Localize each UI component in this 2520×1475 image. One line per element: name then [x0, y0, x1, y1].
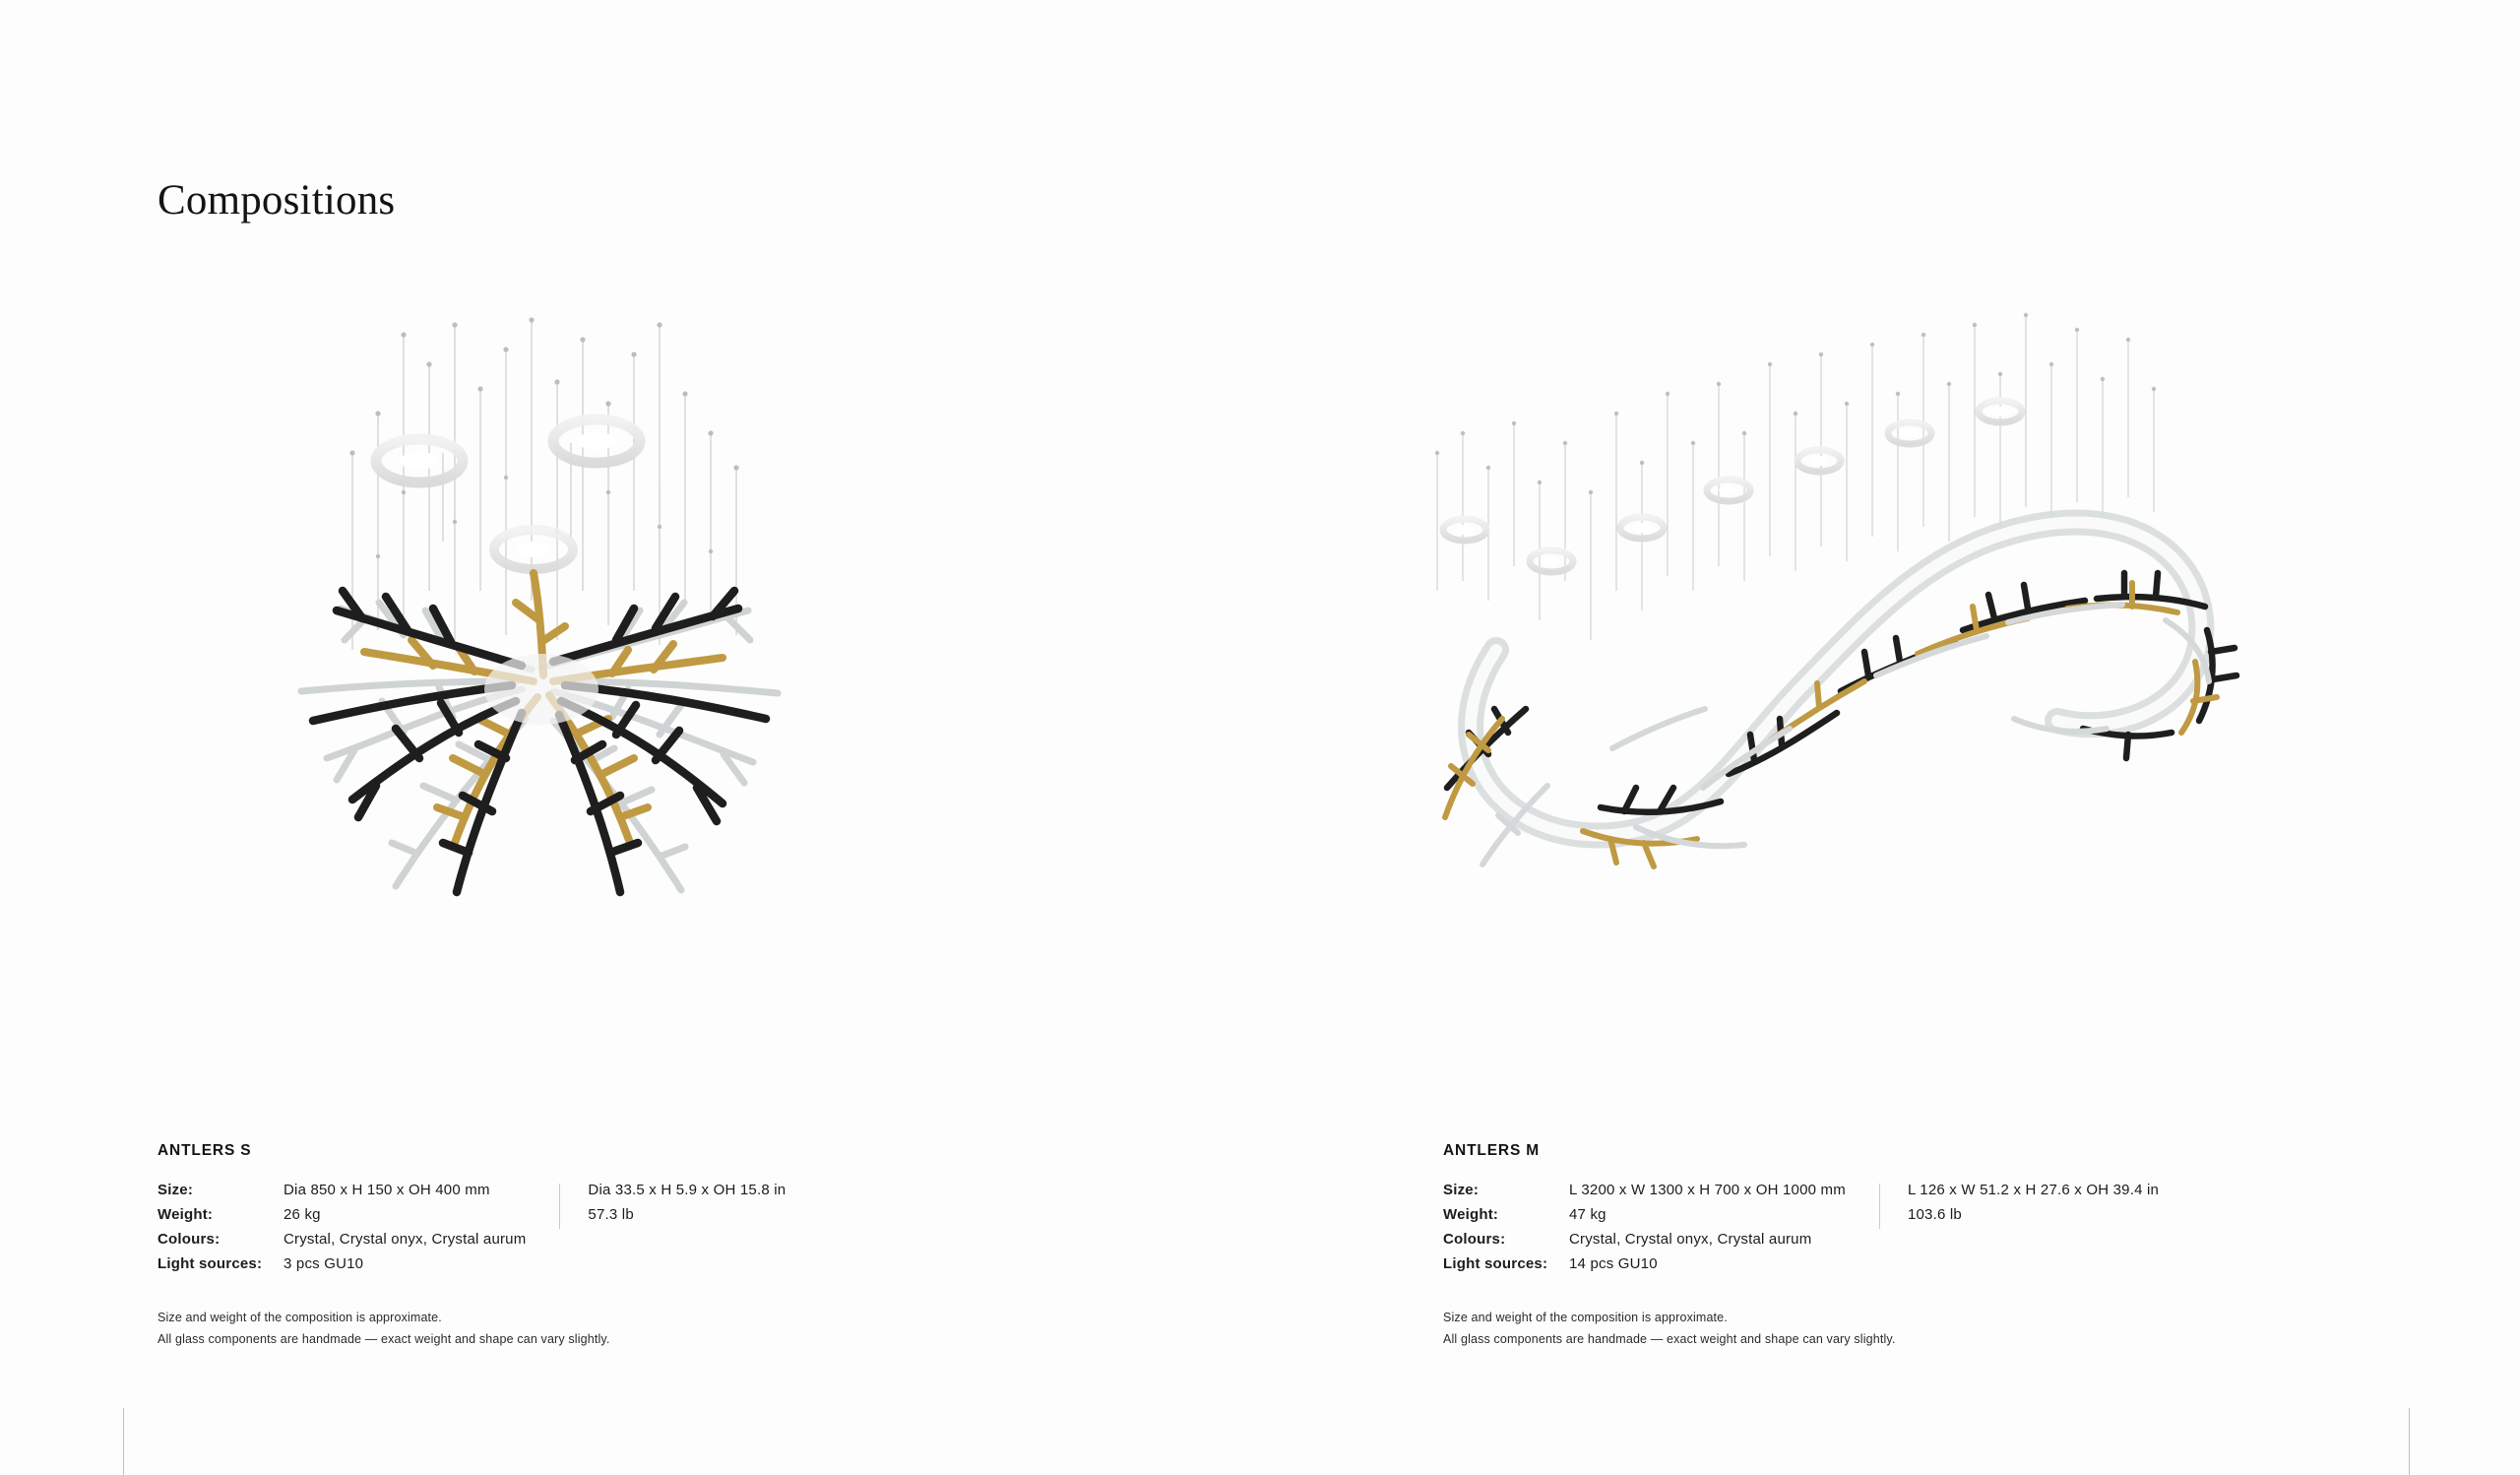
label-weight: Weight:: [1443, 1206, 1499, 1223]
antlers-m-spec: [1443, 1142, 2159, 1351]
value-weight-metric: 26 kg: [284, 1206, 321, 1223]
product-block-antlers-m: [1378, 295, 2520, 1379]
label-size: Size:: [1443, 1182, 1480, 1198]
spec-imperial-column: [1908, 1182, 2159, 1223]
note-line-1: Size and weight of the composition is approximate.: [158, 1311, 442, 1324]
spec-table: [158, 1182, 786, 1272]
spec-divider: [559, 1184, 560, 1229]
product-name: ANTLERS M: [1443, 1142, 1541, 1159]
note-line-2: All glass components are handmade — exact weight and shape can vary slightly.: [1443, 1331, 1896, 1346]
note-line-2: All glass components are handmade — exact weight and shape can vary slightly.: [158, 1331, 610, 1346]
crop-mark-left: [123, 1408, 124, 1475]
value-size-metric: L 3200 x W 1300 x H 700 x OH 1000 mm: [1569, 1182, 1846, 1198]
value-weight-metric: 47 kg: [1569, 1206, 1606, 1223]
value-weight-imperial: 103.6 lb: [1907, 1206, 1962, 1223]
spec-divider: [1879, 1184, 1880, 1229]
spec-notes: [158, 1308, 786, 1351]
value-size-metric: Dia 850 x H 150 x OH 400 mm: [284, 1182, 490, 1198]
label-weight: Weight:: [158, 1206, 214, 1223]
spec-table: [1443, 1182, 2159, 1272]
product-name: ANTLERS S: [158, 1142, 252, 1159]
crop-mark-right: [2409, 1408, 2410, 1475]
product-block-antlers-s: [108, 295, 1290, 1379]
label-colours: Colours:: [1443, 1231, 1506, 1248]
page-title: Compositions: [158, 176, 396, 224]
label-colours: Colours:: [158, 1231, 220, 1248]
value-colours: Crystal, Crystal onyx, Crystal aurum: [284, 1231, 527, 1248]
value-weight-imperial: 57.3 lb: [588, 1206, 634, 1223]
note-line-1: Size and weight of the composition is approximate.: [1443, 1311, 1728, 1324]
spec-metric-column: [158, 1182, 526, 1272]
label-size: Size:: [158, 1182, 194, 1198]
spec-metric-column: [1443, 1182, 1846, 1272]
label-light-sources: Light sources:: [158, 1255, 263, 1272]
value-size-imperial: L 126 x W 51.2 x H 27.6 x OH 39.4 in: [1907, 1182, 2160, 1198]
spec-imperial-column: [588, 1182, 786, 1223]
value-light-sources: 3 pcs GU10: [284, 1255, 364, 1272]
antlers-s-figure: [108, 295, 1290, 1103]
value-size-imperial: Dia 33.5 x H 5.9 x OH 15.8 in: [588, 1182, 787, 1198]
antlers-m-figure: [1378, 295, 2520, 1103]
label-light-sources: Light sources:: [1443, 1255, 1548, 1272]
value-light-sources: 14 pcs GU10: [1569, 1255, 1658, 1272]
value-colours: Crystal, Crystal onyx, Crystal aurum: [1569, 1231, 1812, 1248]
spec-notes: [1443, 1308, 2159, 1351]
antlers-s-spec: [158, 1142, 786, 1351]
